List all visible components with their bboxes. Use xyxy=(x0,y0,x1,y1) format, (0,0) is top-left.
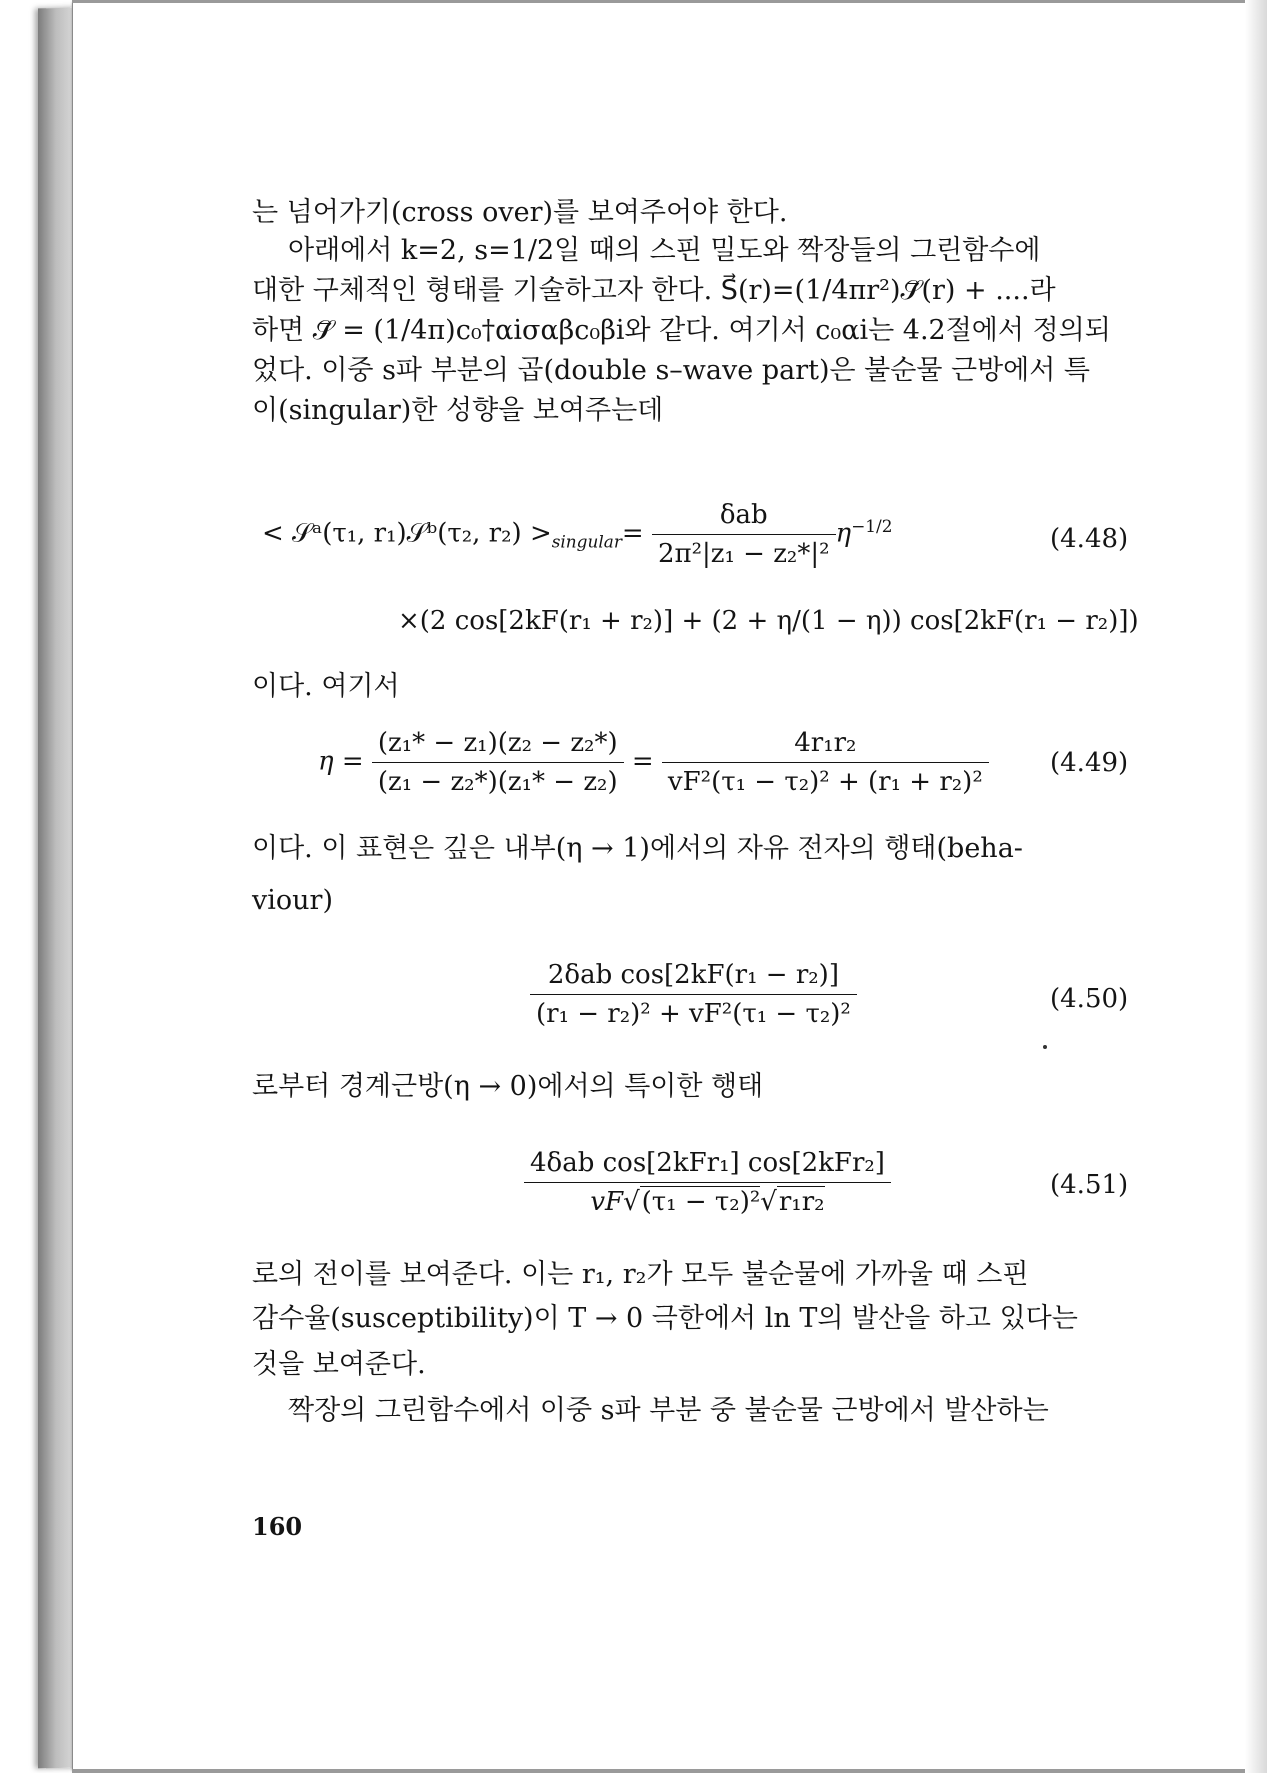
eq448-eta: η xyxy=(835,518,852,549)
eq448-lhs-sub: singular xyxy=(551,531,622,552)
eq448-lhs: < 𝒮ᵃ(τ₁, r₁)𝒮ᵇ(τ₂, r₂) > xyxy=(262,518,552,549)
eq448-numerator: δab xyxy=(719,500,768,530)
text-line-1: 는 넘어가기(cross over)를 보여주어야 한다. xyxy=(252,197,788,228)
eq451-sqrt-2: r₁r₂ xyxy=(778,1187,825,1217)
eq448-eta-exponent: −1/2 xyxy=(851,515,893,536)
text-line-11: 로의 전이를 보여준다. 이는 r₁, r₂가 모두 불순물에 가까울 때 스핀 xyxy=(252,1259,1029,1290)
text-line-8: 이다. 이 표현은 깊은 내부(η → 1)에서의 자유 전자의 행태(beha- xyxy=(252,833,1023,864)
equation-4-51 xyxy=(524,1148,891,1217)
eq451-sqrt-1: (τ₁ − τ₂)² xyxy=(641,1187,761,1217)
speck-dot xyxy=(1043,1045,1047,1049)
text-line-13: 것을 보여준다. xyxy=(252,1349,426,1380)
eq450-numerator: 2δab cos[2kF(r₁ − r₂)] xyxy=(547,960,839,990)
eq449-denominator-1: (z₁ − z₂*)(z₁* − z₂) xyxy=(372,762,624,797)
eq451-vf: vF xyxy=(590,1187,624,1217)
text-line-2: 아래에서 k=2, s=1/2일 때의 스핀 밀도와 짝장들의 그린함수에 xyxy=(288,235,1041,266)
text-line-6: 이(singular)한 성향을 보여주는데 xyxy=(252,395,664,426)
page-top-edge xyxy=(72,0,1267,3)
eq448-denominator: 2π²|z₁ − z₂*|² xyxy=(652,534,836,569)
page-bottom-edge xyxy=(72,1769,1267,1773)
eq449-numerator-1: (z₁* − z₁)(z₂ − z₂*) xyxy=(377,728,618,758)
eq449-equals: = xyxy=(631,746,654,777)
eq449-numerator-2: 4r₁r₂ xyxy=(794,728,857,758)
page-right-edge xyxy=(1245,0,1267,1773)
text-line-10: 로부터 경계근방(η → 0)에서의 특이한 행태 xyxy=(252,1071,764,1102)
text-line-14: 짝장의 그린함수에서 이중 s파 부분 중 불순물 근방에서 발산하는 xyxy=(288,1395,1049,1426)
eq449-number: (4.49) xyxy=(1050,748,1129,778)
eq451-numerator: 4δab cos[2kFr₁] cos[2kFr₂] xyxy=(530,1148,885,1178)
eq450-number: (4.50) xyxy=(1050,984,1129,1014)
page-number: 160 xyxy=(252,1512,303,1541)
eq451-denominator: vF√(τ₁ − τ₂)²√r₁r₂ xyxy=(524,1182,891,1217)
eq448-fraction xyxy=(652,500,836,569)
text-line-7: 이다. 여기서 xyxy=(252,671,400,702)
eq448-number: (4.48) xyxy=(1050,524,1129,554)
equation-4-49 xyxy=(318,728,989,797)
eq450-denominator: (r₁ − r₂)² + vF²(τ₁ − τ₂)² xyxy=(530,994,857,1029)
text-line-9: viour) xyxy=(252,885,333,916)
eq449-lhs: η = xyxy=(318,746,364,777)
eq451-fraction xyxy=(524,1148,891,1217)
text-line-3: 대한 구체적인 형태를 기술하고자 한다. S⃗(r)=(1/4πr²)𝒮⃗(r) + ....라 xyxy=(252,275,1056,306)
eq449-fraction-1 xyxy=(372,728,624,797)
text-line-5: 었다. 이중 s파 부분의 곱(double s–wave part)은 불순물 근방에서 특 xyxy=(252,355,1090,386)
equation-4-50 xyxy=(530,960,857,1029)
eq449-denominator-2: vF²(τ₁ − τ₂)² + (r₁ + r₂)² xyxy=(662,762,989,797)
eq451-number: (4.51) xyxy=(1050,1170,1129,1200)
equation-4-48: < 𝒮ᵃ(τ₁, r₁)𝒮ᵇ(τ₂, $r_2) >_{singular}=$ $\frac{\text{δab}}{\text{2π²|z₁ − z₂*|²}}$ $\eta^{-1/2}$ xyxy=(262,500,893,569)
eq449-fraction-2 xyxy=(662,728,989,797)
eq450-fraction xyxy=(530,960,857,1029)
text-line-4: 하면 𝒮⃗ = (1/4π)c₀†αiσαβc₀βi와 같다. 여기서 c₀αi는 4.2절에서 정의되 xyxy=(252,315,1111,346)
eq448-line2: ×(2 cos[2kF(r₁ + r₂)] + (2 + η/(1 − η)) cos[2kF(r₁ − r₂)]) xyxy=(398,606,1139,636)
text-line-12: 감수율(susceptibility)이 T → 0 극한에서 ln T의 발산을 하고 있다는 xyxy=(252,1303,1078,1334)
